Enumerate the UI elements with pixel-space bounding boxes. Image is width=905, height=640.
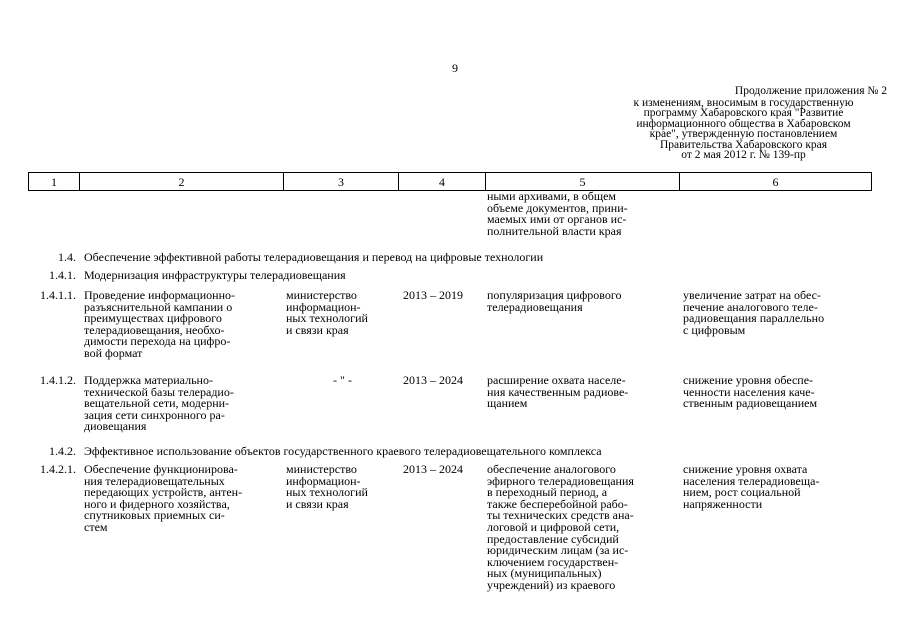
column-number: 1 — [29, 173, 80, 191]
row-result: расширение охвата населе- ния качественным радиове- щанием — [487, 373, 629, 411]
column-header-row — [28, 172, 872, 191]
column-number: 2 — [80, 173, 284, 191]
annex-line: программу Хабаровского края "Развитие — [643, 107, 844, 119]
section-code: 1.4. — [58, 250, 76, 264]
column-number: 4 — [399, 173, 486, 191]
row-consequence: снижение уровня охвата населения телерадиовеща- нием, рост социальной напряженности — [683, 462, 820, 511]
row-period: 2013 – 2024 — [403, 462, 463, 476]
row-code: 1.4.1.1. — [40, 288, 76, 302]
row-code: 1.4.1.2. — [40, 373, 76, 387]
annex-line: Правительства Хабаровского края — [659, 138, 828, 151]
section-title: Обеспечение эффективной работы телерадиовещания и перевод на цифровые технологии — [84, 250, 544, 264]
row-consequence: снижение уровня обеспе- ченности населения каче- ственным радиовещанием — [683, 373, 818, 411]
page-number: 9 — [452, 61, 458, 75]
row-name: Обеспечение функционирова- ния телерадиовещательных передающих устройств, антен- ного и фидерного хозяйства, спутниковых приемных си- стем — [84, 462, 243, 534]
column-number: 5 — [486, 173, 680, 191]
annex-line: к изменениям, вносимым в государственную — [633, 96, 854, 109]
row-result: популяризация цифрового телерадиовещания — [487, 288, 622, 314]
annex-line: информационного общества в Хабаровском — [636, 117, 851, 130]
row-name: Проведение информационно- разъяснительной кампании о преимуществах цифрового телерадиовещания, необхо- димости перехода на цифро- вой формат — [84, 288, 235, 360]
subsection-title: Модернизация инфраструктуры телерадиовещания — [84, 268, 346, 282]
row-period: 2013 – 2019 — [403, 288, 463, 302]
annex-line: от 2 мая 2012 г. № 139-пр — [681, 149, 806, 161]
row-executor: - " - — [333, 373, 352, 387]
row-name: Поддержка материально- технической базы телерадио- вещательной сети, модерни- зация сети синхронного ра- диовещания — [84, 373, 234, 434]
row-consequence: увеличение затрат на обес- печение аналогового теле- радиовещания параллельно с цифровым — [683, 288, 825, 337]
column-number: 6 — [680, 173, 872, 191]
row-code: 1.4.2.1. — [40, 462, 76, 476]
annex-title: Продолжение приложения № 2 — [734, 85, 887, 97]
row-executor: министерство информацион- ных технологий и связи края — [286, 462, 368, 511]
continuation-text: ными архивами, в общем объеме документов, прини- маемых ими от органов ис- полнительной власти края — [487, 189, 628, 238]
subsection-title: Эффективное использование объектов государственного краевого телерадиовещательного комплекса — [84, 444, 602, 458]
annex-header — [560, 86, 887, 161]
row-executor: министерство информацион- ных технологий и связи края — [286, 288, 368, 337]
subsection-code: 1.4.2. — [49, 444, 76, 458]
row-result: обеспечение аналогового эфирного телерадиовещания в переходный период, а также бесперебойной рабо- ты технических средств ана- логовой и цифровой сети, предоставление субсидий юридическим лицам (за ис- ключением государствен- ных (муниципальных) учреждений) из краевого — [487, 462, 634, 592]
column-number: 3 — [284, 173, 399, 191]
subsection-code: 1.4.1. — [49, 268, 76, 282]
row-period: 2013 – 2024 — [403, 373, 463, 387]
annex-line: крае", утвержденную постановлением — [649, 128, 838, 140]
